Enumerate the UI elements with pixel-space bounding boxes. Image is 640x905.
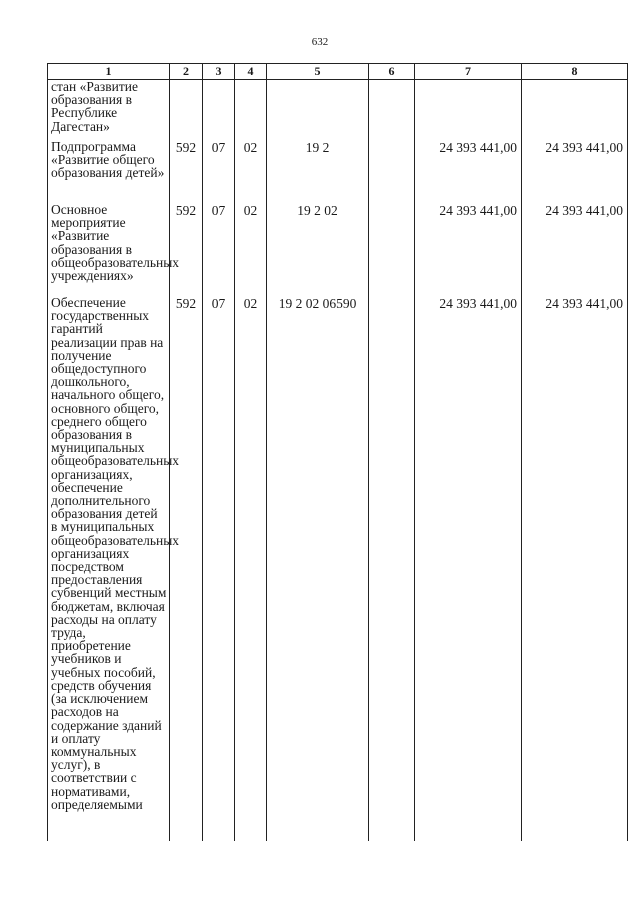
header-row bbox=[48, 64, 628, 80]
col-header-4: 4 bbox=[235, 64, 267, 80]
row-description: Подпрограмма «Развитие общего образования детей» bbox=[48, 140, 170, 203]
table-row bbox=[48, 140, 628, 203]
cell-c5 bbox=[267, 80, 369, 141]
cell-c6 bbox=[369, 296, 415, 841]
cell-c6 bbox=[369, 80, 415, 141]
cell-c7 bbox=[415, 80, 522, 141]
table-row bbox=[48, 203, 628, 296]
col-header-5: 5 bbox=[267, 64, 369, 80]
col-header-3: 3 bbox=[203, 64, 235, 80]
cell-c5: 19 2 02 bbox=[267, 203, 369, 296]
cell-c2: 592 bbox=[170, 203, 203, 296]
cell-c6 bbox=[369, 203, 415, 296]
budget-table bbox=[47, 63, 628, 841]
cell-c4: 02 bbox=[235, 140, 267, 203]
cell-c5: 19 2 02 06590 bbox=[267, 296, 369, 841]
cell-c3 bbox=[203, 80, 235, 141]
table-row bbox=[48, 296, 628, 841]
cell-c2 bbox=[170, 80, 203, 141]
table-row bbox=[48, 80, 628, 141]
col-header-1: 1 bbox=[48, 64, 170, 80]
cell-c7: 24 393 441,00 bbox=[415, 296, 522, 841]
cell-c2: 592 bbox=[170, 296, 203, 841]
cell-c8: 24 393 441,00 bbox=[522, 140, 628, 203]
cell-c7: 24 393 441,00 bbox=[415, 203, 522, 296]
cell-c3: 07 bbox=[203, 203, 235, 296]
cell-c3: 07 bbox=[203, 140, 235, 203]
row-description: Обеспечение государственных гарантий реализации прав на получение общедоступного дошкольного, начального общего, основного общего, среднего общего образования в муниципальных общеобразовательных организациях, обеспечение дополнительного образования детей в муниципальных общеобразовательных организациях посредством предоставления субвенций местным бюджетам, включая расходы на оплату труда, приобретение учебников и учебных пособий, средств обучения (за исключением расходов на содержание зданий и оплату коммунальных услуг), в соответствии с нормативами, определяемыми bbox=[48, 296, 170, 841]
cell-c5: 19 2 bbox=[267, 140, 369, 203]
cell-c4 bbox=[235, 80, 267, 141]
cell-c6 bbox=[369, 140, 415, 203]
cell-c2: 592 bbox=[170, 140, 203, 203]
cell-c7: 24 393 441,00 bbox=[415, 140, 522, 203]
col-header-2: 2 bbox=[170, 64, 203, 80]
col-header-6: 6 bbox=[369, 64, 415, 80]
row-description: Основное мероприятие «Развитие образования в общеобразовательных учреждениях» bbox=[48, 203, 170, 296]
cell-c8: 24 393 441,00 bbox=[522, 296, 628, 841]
cell-c3: 07 bbox=[203, 296, 235, 841]
cell-c4: 02 bbox=[235, 203, 267, 296]
cell-c4: 02 bbox=[235, 296, 267, 841]
col-header-7: 7 bbox=[415, 64, 522, 80]
row-description: стан «Развитие образования в Республике Дагестан» bbox=[48, 80, 170, 141]
cell-c8: 24 393 441,00 bbox=[522, 203, 628, 296]
page-number: 632 bbox=[311, 36, 329, 48]
col-header-8: 8 bbox=[522, 64, 628, 80]
cell-c8 bbox=[522, 80, 628, 141]
